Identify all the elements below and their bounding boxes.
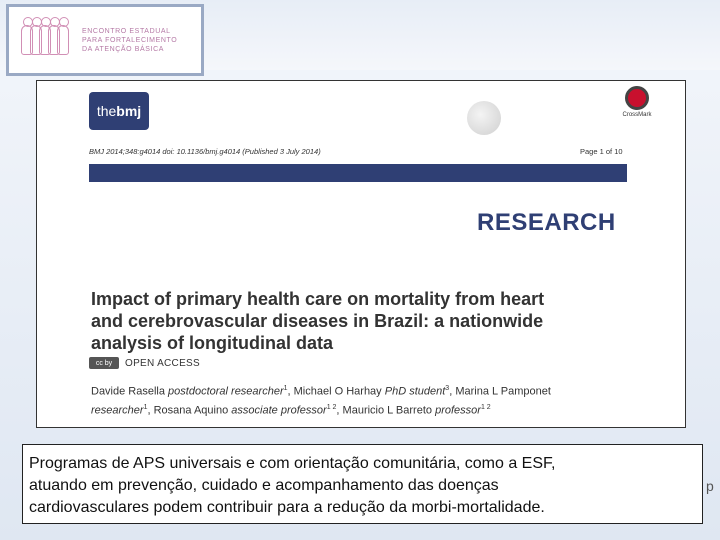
- author-affiliation: 1 2: [326, 403, 337, 411]
- header-bar: [89, 164, 627, 182]
- author-name: Davide Rasella: [91, 385, 165, 398]
- author-affiliation: 1: [283, 385, 288, 392]
- crossmark-badge: [617, 83, 657, 125]
- author-name: Marina L Pamponet: [455, 385, 551, 398]
- author-list: Davide Rasella postdoctoral researcher$^1$, Michael O Harhay PhD student$^3$, Marina L Pamponet researcher$^1$, Rosana Aquino associate professor$^{1 2}$, Mauricio L Barreto professor$^{1 2}$: [91, 385, 551, 417]
- title-line-1: Impact of primary health care on mortality from heart: [91, 289, 545, 309]
- bmj-logo-prefix: the: [96, 103, 117, 119]
- crossmark-icon: [625, 86, 649, 110]
- author-role: researcher: [91, 404, 144, 417]
- logo-line-3: DA ATENÇÃO BÁSICA: [82, 45, 165, 53]
- logo-line-2: PARA FORTALECIMENTO: [82, 36, 178, 44]
- edge-glyph: p: [706, 478, 714, 494]
- author-name: Rosana Aquino: [153, 404, 229, 417]
- author-affiliation: 1: [143, 403, 148, 411]
- page-number: Page 1 of 10: [580, 147, 623, 156]
- author-name: Mauricio L Barreto: [342, 404, 433, 417]
- open-access-row: [89, 357, 200, 369]
- logo-line-1: ENCONTRO ESTADUAL: [82, 27, 171, 35]
- author-affiliation: 3: [445, 385, 450, 392]
- event-logo: [6, 4, 204, 76]
- author-role: PhD student: [384, 385, 446, 398]
- crossmark-label: CrossMark: [622, 112, 652, 118]
- caption-line-3: cardiovasculares podem contribuir para a redução da morbi-mortalidade.: [29, 499, 545, 516]
- author-role: professor: [435, 404, 481, 417]
- author-affiliation: 1 2: [480, 403, 491, 411]
- event-logo-text: [82, 27, 177, 54]
- bmj-logo-suffix: bmj: [116, 103, 142, 119]
- article-screenshot: [36, 80, 686, 428]
- people-logo-icon: [21, 25, 66, 55]
- author-role: postdoctoral researcher: [168, 385, 284, 398]
- caption-box: [22, 444, 703, 524]
- creative-commons-icon: cc by: [89, 357, 119, 369]
- circle-icon: [467, 101, 501, 135]
- section-label: RESEARCH: [477, 209, 616, 236]
- caption-line-1: Programas de APS universais e com orientação comunitária, como a ESF,: [29, 455, 556, 472]
- article-title: [91, 288, 631, 354]
- open-access-label: OPEN ACCESS: [125, 357, 200, 369]
- title-line-2: and cerebrovascular diseases in Brazil: a nationwide: [91, 311, 544, 331]
- author-name: Michael O Harhay: [293, 385, 382, 398]
- bmj-logo: [89, 92, 149, 130]
- citation-line: BMJ 2014;348:g4014 doi: 10.1136/bmj.g4014 (Published 3 July 2014): [89, 147, 321, 156]
- caption-line-2: atuando em prevenção, cuidado e acompanhamento das doenças: [29, 477, 499, 494]
- title-line-3: analysis of longitudinal data: [91, 333, 334, 353]
- author-role: associate professor: [231, 404, 327, 417]
